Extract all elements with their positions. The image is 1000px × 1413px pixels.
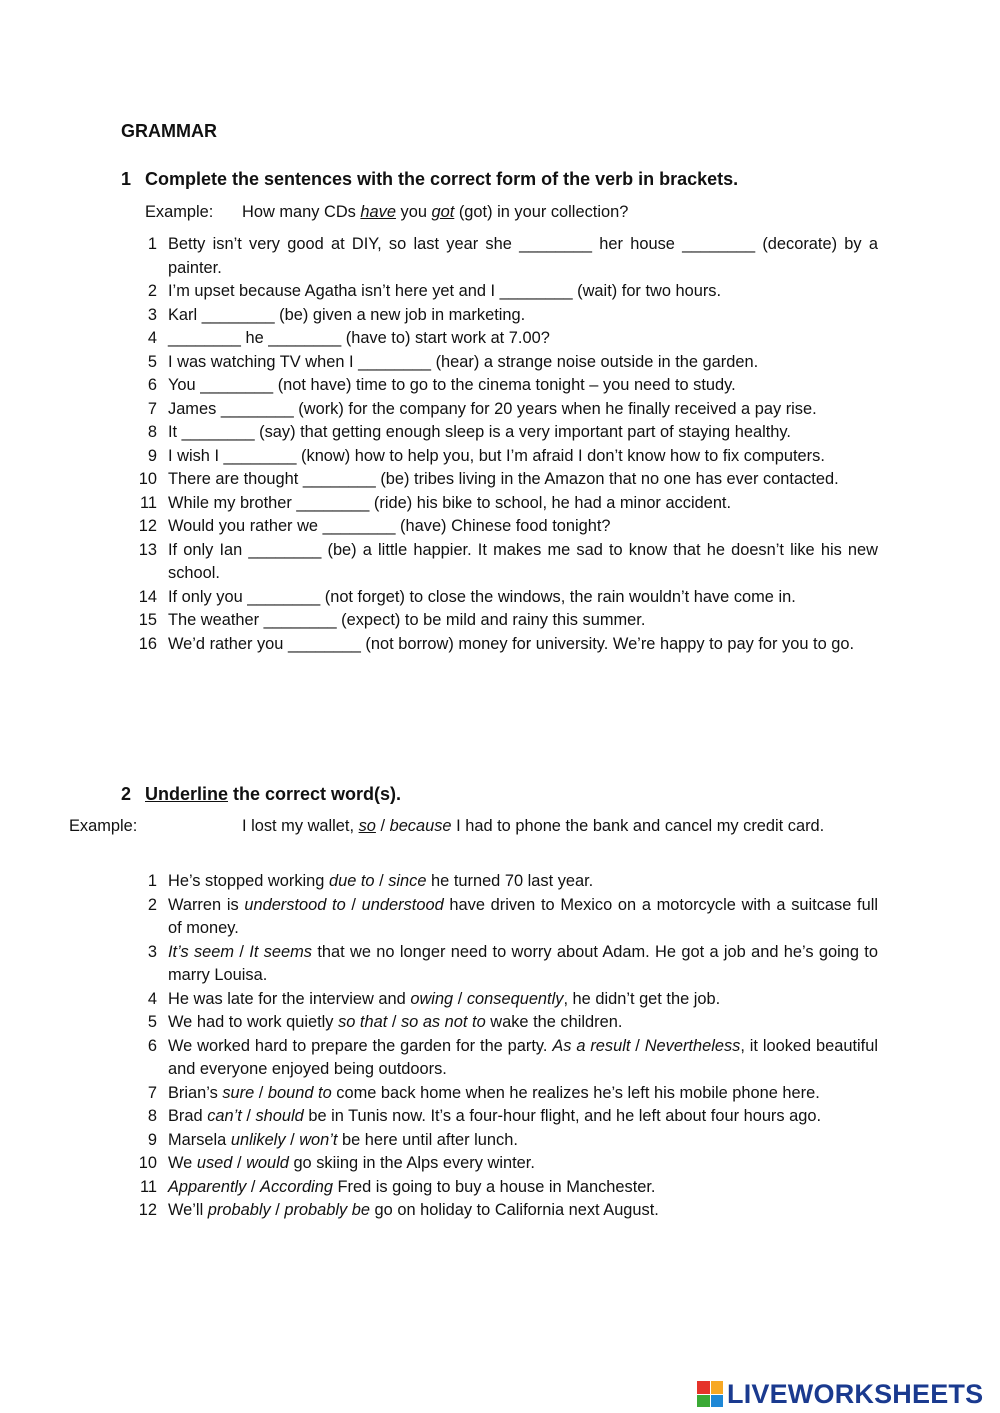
question-item (0, 894, 878, 941)
answer-option[interactable]: bound to (267, 1083, 332, 1102)
example-answer: so (358, 817, 376, 835)
question-number: 11 (139, 1177, 157, 1196)
question-number: 4 (147, 329, 157, 347)
answer-option[interactable]: probably (207, 1201, 271, 1219)
question-text: Fred is going to buy a house in Manchester. (332, 1177, 656, 1196)
question-text: Karl ________ (be) given a new job in marketing. (168, 305, 526, 324)
question-text: There are thought ________ (be) tribes living in the Amazon that no one has ever contacted. (168, 470, 839, 488)
example-answer: got (431, 203, 455, 221)
question-item (0, 398, 878, 422)
answer-option[interactable]: As a result (552, 1036, 631, 1055)
example-text: I lost my wallet, (242, 817, 359, 835)
question-item (0, 870, 878, 894)
question-item (0, 280, 878, 304)
question-number: 7 (147, 1083, 157, 1102)
question-text: ________ he ________ (have to) start work at 7.00? (168, 329, 550, 347)
question-text: I was watching TV when I ________ (hear) a strange noise outside in the garden. (168, 352, 759, 371)
question-number: 3 (147, 305, 157, 324)
question-number: 8 (147, 423, 157, 441)
question-number: 7 (147, 399, 157, 418)
question-text: The weather ________ (expect) to be mild and rainy this summer. (168, 611, 646, 629)
question-text: Betty isn’t very good at DIY, so last year she ________ her house ________ (decorate) by a painter. (168, 235, 878, 277)
option-separator: / (374, 872, 389, 890)
answer-option[interactable]: consequently (466, 989, 564, 1008)
question-text: He was late for the interview and (168, 989, 411, 1008)
question-item (0, 633, 878, 657)
section-2-example (69, 815, 878, 839)
answer-option[interactable]: According (260, 1177, 333, 1196)
question-number: 8 (147, 1107, 157, 1125)
example-option: because (389, 817, 452, 835)
section-1-heading (121, 169, 738, 190)
question-item (0, 374, 878, 398)
question-item (0, 1199, 878, 1223)
example-text: How many CDs (242, 203, 361, 221)
answer-option[interactable]: since (388, 872, 427, 890)
section-number: 1 (121, 169, 132, 189)
question-text: go on holiday to California next August. (370, 1201, 659, 1219)
option-separator: / (345, 895, 362, 914)
answer-option[interactable]: won’t (299, 1130, 338, 1149)
option-separator: / (246, 1177, 261, 1196)
question-text: Would you rather we ________ (have) Chinese food tonight? (168, 517, 611, 535)
question-text: We’d rather you ________ (not borrow) money for university. We’re happy to pay for you to go. (168, 634, 855, 653)
question-number: 5 (147, 1013, 157, 1031)
answer-option[interactable]: probably be (284, 1201, 370, 1219)
answer-option[interactable]: should (255, 1107, 304, 1125)
question-text: You ________ (not have) time to go to the cinema tonight – you need to study. (168, 376, 736, 394)
question-number: 12 (138, 517, 157, 535)
logo-tile (697, 1395, 710, 1408)
question-item (0, 609, 878, 633)
question-number: 6 (147, 1036, 157, 1055)
example-text: / (375, 817, 390, 835)
question-item (0, 988, 878, 1012)
answer-option[interactable]: It’s seem (168, 942, 235, 961)
answer-option[interactable]: due to (328, 872, 375, 890)
page-title: GRAMMAR (121, 121, 217, 141)
example-label: Example: (69, 817, 138, 835)
liveworksheets-logo (697, 1380, 983, 1408)
question-text: It ________ (say) that getting enough sleep is a very important part of staying healthy. (168, 423, 791, 441)
question-item (0, 941, 878, 988)
answer-option[interactable]: used (196, 1154, 233, 1172)
question-item (0, 492, 878, 516)
answer-option[interactable]: so as not to (400, 1013, 486, 1031)
question-item (0, 1082, 878, 1106)
section-instruction-underlined: Underline (145, 784, 229, 804)
answer-option[interactable]: unlikely (230, 1130, 286, 1149)
question-item (0, 539, 878, 586)
logo-text: LIVEWORKSHEETS (727, 1378, 984, 1409)
question-item (0, 586, 878, 610)
option-separator: / (270, 1201, 285, 1219)
question-text: He’s stopped working (168, 872, 329, 890)
question-text: , he didn’t get the job. (563, 989, 721, 1008)
question-text: come back home when he realizes he’s left his mobile phone here. (331, 1083, 820, 1102)
question-text: be in Tunis now. It’s a four-hour flight, and he left about four hours ago. (303, 1107, 822, 1125)
option-separator: / (234, 942, 250, 961)
answer-option[interactable]: understood to (244, 895, 346, 914)
question-number: 16 (138, 634, 157, 653)
question-text: be here until after lunch. (337, 1130, 518, 1149)
question-number: 3 (147, 942, 157, 961)
question-text: I’m upset because Agatha isn’t here yet and I ________ (wait) for two hours. (168, 282, 722, 300)
question-item (0, 1105, 878, 1129)
question-number: 9 (147, 1130, 157, 1149)
section-2-heading (121, 784, 401, 805)
question-text: We’ll (168, 1201, 208, 1219)
question-number: 1 (147, 235, 157, 253)
question-number: 14 (138, 587, 157, 606)
question-item (0, 1129, 878, 1153)
option-separator: / (254, 1083, 268, 1102)
liveworksheets-logo-icon (697, 1381, 723, 1407)
question-item (0, 1035, 878, 1082)
question-number: 2 (147, 282, 157, 300)
question-text: have driven to Mexico on a motorcycle with a suitcase full of money. (168, 895, 878, 937)
question-text: We (168, 1154, 197, 1172)
question-text: We had to work quietly (168, 1013, 339, 1031)
question-number: 6 (147, 376, 157, 394)
question-number: 13 (138, 540, 157, 559)
answer-option[interactable]: would (246, 1154, 289, 1172)
option-separator: / (453, 989, 467, 1008)
answer-option[interactable]: so that (338, 1013, 388, 1031)
question-text: If only you ________ (not forget) to close the windows, the rain wouldn’t have come in. (168, 587, 796, 606)
example-answer: have (360, 203, 396, 221)
question-item (0, 1152, 878, 1176)
answer-option[interactable]: sure (222, 1083, 255, 1102)
section-1-question-list (0, 233, 1000, 656)
example-text: you (395, 203, 432, 221)
question-text: he turned 70 last year. (426, 872, 594, 890)
answer-option[interactable]: can’t (207, 1107, 242, 1125)
question-item (0, 468, 878, 492)
question-item (0, 515, 878, 539)
question-text: Warren is (168, 895, 245, 914)
example-text: I had to phone the bank and cancel my credit card. (451, 817, 825, 835)
example-text: (got) in your collection? (454, 203, 629, 221)
option-separator: / (387, 1013, 401, 1031)
question-text: wake the children. (485, 1013, 623, 1031)
question-item (0, 327, 878, 351)
question-number: 5 (147, 352, 157, 371)
question-text: If only Ian ________ (be) a little happier. It makes me sad to know that he doesn’t like his new school. (168, 540, 878, 582)
section-instruction: Complete the sentences with the correct form of the verb in brackets. (145, 169, 739, 189)
question-number: 15 (138, 611, 157, 629)
question-text: go skiing in the Alps every winter. (288, 1154, 535, 1172)
answer-option[interactable]: owing (410, 989, 454, 1008)
question-number: 2 (147, 895, 157, 914)
section-number: 2 (121, 784, 132, 804)
question-number: 10 (138, 470, 157, 488)
option-separator: / (630, 1036, 645, 1055)
question-item (0, 421, 878, 445)
option-separator: / (232, 1154, 247, 1172)
question-number: 10 (138, 1154, 157, 1172)
logo-tile (697, 1381, 710, 1394)
section-instruction: the correct word(s). (228, 784, 402, 804)
logo-tile (711, 1381, 724, 1394)
question-item (0, 1011, 878, 1035)
question-text: We worked hard to prepare the garden for the party. (168, 1036, 553, 1055)
answer-option[interactable]: It seems (249, 942, 312, 961)
question-item (0, 351, 878, 375)
option-separator: / (285, 1130, 300, 1149)
section-2-question-list (0, 870, 1000, 1223)
option-separator: / (241, 1107, 256, 1125)
question-text: I wish I ________ (know) how to help you, but I’m afraid I don’t know how to fix computers. (168, 446, 825, 465)
question-text: Marsela (168, 1130, 231, 1149)
question-text: Brian’s (168, 1083, 223, 1102)
question-number: 9 (147, 446, 157, 465)
answer-option[interactable]: understood (361, 895, 444, 914)
question-text: that we no longer need to worry about Adam. He got a job and he’s going to marry Louisa. (168, 942, 878, 984)
question-item (0, 445, 878, 469)
example-label: Example: (145, 203, 214, 221)
question-item (0, 304, 878, 328)
question-item (0, 233, 878, 280)
question-text: Brad (168, 1107, 208, 1125)
answer-option[interactable]: Nevertheless (644, 1036, 741, 1055)
question-number: 4 (147, 989, 157, 1008)
section-1-example (145, 201, 878, 225)
question-item (0, 1176, 878, 1200)
question-text: James ________ (work) for the company for 20 years when he finally received a pay rise. (168, 399, 817, 418)
question-text: While my brother ________ (ride) his bike to school, he had a minor accident. (168, 493, 732, 512)
question-number: 1 (147, 872, 157, 890)
question-text: , it looked beautiful and everyone enjoyed being outdoors. (168, 1036, 878, 1078)
question-number: 12 (138, 1201, 157, 1219)
question-number: 11 (139, 493, 157, 512)
logo-tile (711, 1395, 724, 1408)
answer-option[interactable]: Apparently (168, 1177, 247, 1196)
